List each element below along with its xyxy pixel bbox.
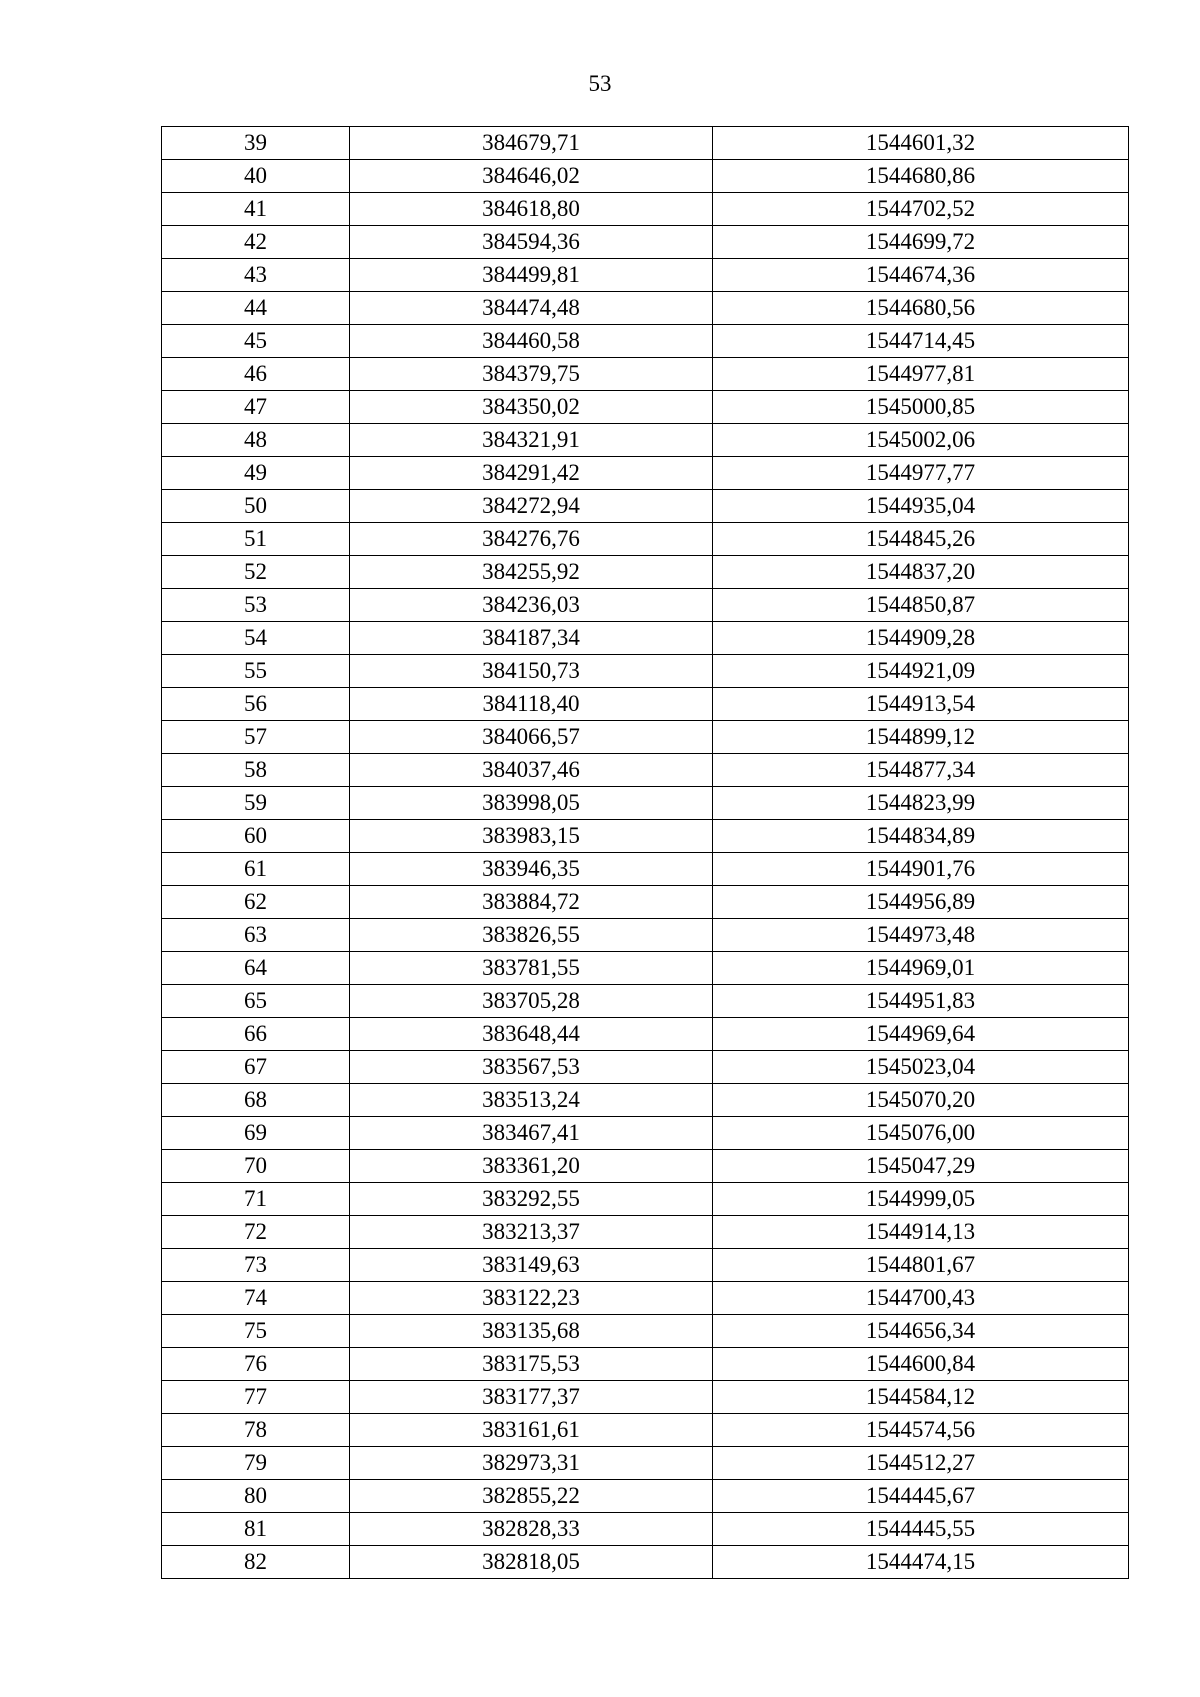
y-coordinate-cell: 1544674,36 [713,259,1129,292]
table-row [162,622,1129,655]
point-number-cell: 80 [162,1480,350,1513]
y-coordinate-cell: 1545000,85 [713,391,1129,424]
x-coordinate-cell: 383161,61 [350,1414,713,1447]
y-coordinate-cell: 1544921,09 [713,655,1129,688]
y-coordinate-cell: 1544935,04 [713,490,1129,523]
x-coordinate-cell: 382973,31 [350,1447,713,1480]
x-coordinate-cell: 384379,75 [350,358,713,391]
y-coordinate-cell: 1544850,87 [713,589,1129,622]
x-coordinate-cell: 384272,94 [350,490,713,523]
table-row [162,391,1129,424]
table-row [162,1117,1129,1150]
x-coordinate-cell: 383135,68 [350,1315,713,1348]
x-coordinate-cell: 384066,57 [350,721,713,754]
x-coordinate-cell: 383513,24 [350,1084,713,1117]
point-number-cell: 62 [162,886,350,919]
x-coordinate-cell: 383567,53 [350,1051,713,1084]
table-row [162,919,1129,952]
y-coordinate-cell: 1544914,13 [713,1216,1129,1249]
point-number-cell: 45 [162,325,350,358]
x-coordinate-cell: 382828,33 [350,1513,713,1546]
table-row [162,325,1129,358]
y-coordinate-cell: 1544801,67 [713,1249,1129,1282]
point-number-cell: 49 [162,457,350,490]
x-coordinate-cell: 383467,41 [350,1117,713,1150]
x-coordinate-cell: 383149,63 [350,1249,713,1282]
point-number-cell: 58 [162,754,350,787]
x-coordinate-cell: 384236,03 [350,589,713,622]
y-coordinate-cell: 1544969,01 [713,952,1129,985]
table-row [162,688,1129,721]
y-coordinate-cell: 1544445,55 [713,1513,1129,1546]
x-coordinate-cell: 383826,55 [350,919,713,952]
x-coordinate-cell: 382855,22 [350,1480,713,1513]
point-number-cell: 55 [162,655,350,688]
x-coordinate-cell: 384618,80 [350,193,713,226]
x-coordinate-cell: 384321,91 [350,424,713,457]
y-coordinate-cell: 1544656,34 [713,1315,1129,1348]
point-number-cell: 78 [162,1414,350,1447]
point-number-cell: 73 [162,1249,350,1282]
y-coordinate-cell: 1544901,76 [713,853,1129,886]
point-number-cell: 42 [162,226,350,259]
y-coordinate-cell: 1545070,20 [713,1084,1129,1117]
table-row [162,127,1129,160]
y-coordinate-cell: 1544600,84 [713,1348,1129,1381]
x-coordinate-cell: 383292,55 [350,1183,713,1216]
x-coordinate-cell: 384187,34 [350,622,713,655]
y-coordinate-cell: 1544973,48 [713,919,1129,952]
x-coordinate-cell: 383983,15 [350,820,713,853]
table-row [162,1414,1129,1447]
point-number-cell: 60 [162,820,350,853]
y-coordinate-cell: 1545023,04 [713,1051,1129,1084]
point-number-cell: 63 [162,919,350,952]
y-coordinate-cell: 1544969,64 [713,1018,1129,1051]
x-coordinate-cell: 384499,81 [350,259,713,292]
point-number-cell: 76 [162,1348,350,1381]
table-row [162,853,1129,886]
table-row [162,820,1129,853]
table-row [162,655,1129,688]
table-row [162,1546,1129,1579]
y-coordinate-cell: 1544680,56 [713,292,1129,325]
y-coordinate-cell: 1544845,26 [713,523,1129,556]
y-coordinate-cell: 1544474,15 [713,1546,1129,1579]
y-coordinate-cell: 1545047,29 [713,1150,1129,1183]
point-number-cell: 44 [162,292,350,325]
table-row [162,1183,1129,1216]
table-row [162,424,1129,457]
y-coordinate-cell: 1544951,83 [713,985,1129,1018]
table-row [162,1051,1129,1084]
point-number-cell: 50 [162,490,350,523]
table-row [162,1315,1129,1348]
y-coordinate-cell: 1544584,12 [713,1381,1129,1414]
table-row [162,1216,1129,1249]
table-row [162,556,1129,589]
y-coordinate-cell: 1544899,12 [713,721,1129,754]
x-coordinate-cell: 383122,23 [350,1282,713,1315]
table-row [162,1480,1129,1513]
table-row [162,1249,1129,1282]
point-number-cell: 43 [162,259,350,292]
y-coordinate-cell: 1544837,20 [713,556,1129,589]
x-coordinate-cell: 382818,05 [350,1546,713,1579]
x-coordinate-cell: 384037,46 [350,754,713,787]
table-row [162,523,1129,556]
table-row [162,754,1129,787]
y-coordinate-cell: 1544977,77 [713,457,1129,490]
table-row [162,1150,1129,1183]
x-coordinate-cell: 384276,76 [350,523,713,556]
table-row [162,985,1129,1018]
table-row [162,226,1129,259]
point-number-cell: 46 [162,358,350,391]
table-row [162,1447,1129,1480]
x-coordinate-cell: 383998,05 [350,787,713,820]
x-coordinate-cell: 384646,02 [350,160,713,193]
table-row [162,1513,1129,1546]
point-number-cell: 75 [162,1315,350,1348]
x-coordinate-cell: 383213,37 [350,1216,713,1249]
point-number-cell: 57 [162,721,350,754]
table-row [162,358,1129,391]
point-number-cell: 53 [162,589,350,622]
table-row [162,1381,1129,1414]
x-coordinate-cell: 383946,35 [350,853,713,886]
point-number-cell: 41 [162,193,350,226]
point-number-cell: 54 [162,622,350,655]
y-coordinate-cell: 1544714,45 [713,325,1129,358]
table-row [162,721,1129,754]
point-number-cell: 72 [162,1216,350,1249]
x-coordinate-cell: 384679,71 [350,127,713,160]
y-coordinate-cell: 1544445,67 [713,1480,1129,1513]
x-coordinate-cell: 384350,02 [350,391,713,424]
table-row [162,259,1129,292]
point-number-cell: 61 [162,853,350,886]
x-coordinate-cell: 383361,20 [350,1150,713,1183]
table-row [162,1018,1129,1051]
table-row [162,589,1129,622]
table-row [162,193,1129,226]
point-number-cell: 67 [162,1051,350,1084]
y-coordinate-cell: 1544699,72 [713,226,1129,259]
coordinates-table-body [162,127,1129,1579]
y-coordinate-cell: 1544601,32 [713,127,1129,160]
x-coordinate-cell: 384460,58 [350,325,713,358]
page-number: 53 [588,71,612,96]
point-number-cell: 56 [162,688,350,721]
point-number-cell: 52 [162,556,350,589]
point-number-cell: 71 [162,1183,350,1216]
x-coordinate-cell: 383884,72 [350,886,713,919]
x-coordinate-cell: 384291,42 [350,457,713,490]
x-coordinate-cell: 383177,37 [350,1381,713,1414]
x-coordinate-cell: 384594,36 [350,226,713,259]
point-number-cell: 81 [162,1513,350,1546]
point-number-cell: 77 [162,1381,350,1414]
point-number-cell: 51 [162,523,350,556]
point-number-cell: 68 [162,1084,350,1117]
point-number-cell: 59 [162,787,350,820]
y-coordinate-cell: 1544913,54 [713,688,1129,721]
y-coordinate-cell: 1544702,52 [713,193,1129,226]
y-coordinate-cell: 1544877,34 [713,754,1129,787]
x-coordinate-cell: 383781,55 [350,952,713,985]
point-number-cell: 66 [162,1018,350,1051]
x-coordinate-cell: 384118,40 [350,688,713,721]
y-coordinate-cell: 1544956,89 [713,886,1129,919]
x-coordinate-cell: 384150,73 [350,655,713,688]
y-coordinate-cell: 1544700,43 [713,1282,1129,1315]
x-coordinate-cell: 384474,48 [350,292,713,325]
point-number-cell: 79 [162,1447,350,1480]
y-coordinate-cell: 1544512,27 [713,1447,1129,1480]
x-coordinate-cell: 383705,28 [350,985,713,1018]
y-coordinate-cell: 1544823,99 [713,787,1129,820]
point-number-cell: 64 [162,952,350,985]
y-coordinate-cell: 1544574,56 [713,1414,1129,1447]
table-row [162,457,1129,490]
table-row [162,160,1129,193]
point-number-cell: 70 [162,1150,350,1183]
y-coordinate-cell: 1545002,06 [713,424,1129,457]
point-number-cell: 39 [162,127,350,160]
y-coordinate-cell: 1544909,28 [713,622,1129,655]
table-row [162,490,1129,523]
y-coordinate-cell: 1544977,81 [713,358,1129,391]
table-row [162,1348,1129,1381]
y-coordinate-cell: 1544999,05 [713,1183,1129,1216]
coordinates-table [161,126,1129,1579]
point-number-cell: 69 [162,1117,350,1150]
x-coordinate-cell: 383175,53 [350,1348,713,1381]
table-row [162,952,1129,985]
table-row [162,1084,1129,1117]
point-number-cell: 74 [162,1282,350,1315]
point-number-cell: 65 [162,985,350,1018]
x-coordinate-cell: 383648,44 [350,1018,713,1051]
y-coordinate-cell: 1544680,86 [713,160,1129,193]
point-number-cell: 82 [162,1546,350,1579]
point-number-cell: 48 [162,424,350,457]
point-number-cell: 40 [162,160,350,193]
point-number-cell: 47 [162,391,350,424]
y-coordinate-cell: 1544834,89 [713,820,1129,853]
table-row [162,787,1129,820]
x-coordinate-cell: 384255,92 [350,556,713,589]
table-row [162,292,1129,325]
y-coordinate-cell: 1545076,00 [713,1117,1129,1150]
table-row [162,886,1129,919]
table-row [162,1282,1129,1315]
